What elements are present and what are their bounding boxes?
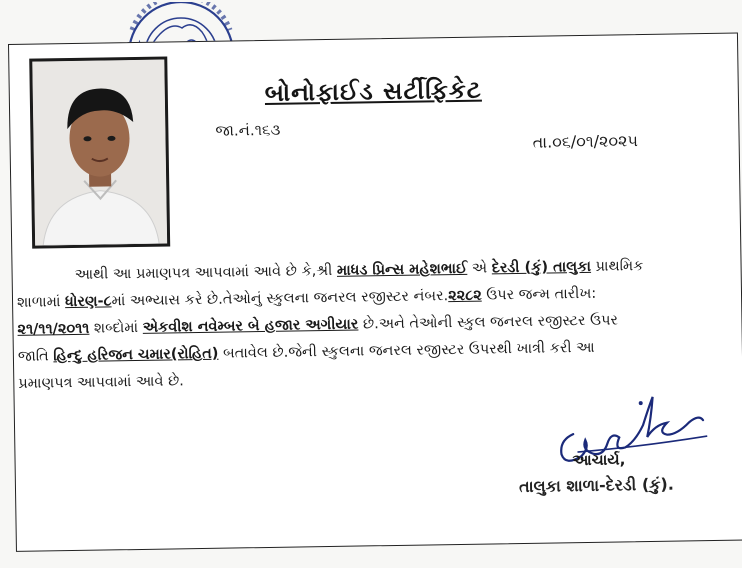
body-text-segment: શાળામાં — [16, 294, 66, 311]
certificate-title: બોનોફાઈડ સર્ટીફિકેટ — [264, 75, 482, 107]
date-of-birth: ૨૧/૧૧/૨૦૧૧ — [17, 320, 90, 338]
body-text-segment: છે.અને તેઓની સ્કુલ જનરલ રજીસ્ટર ઉપર — [358, 312, 619, 333]
signatory-title: આચાર્ય, — [572, 450, 626, 470]
outward-number: જા.નં.૧૬૩ — [215, 120, 281, 140]
school-short-name: દેરડી (કું) તાલુકા — [491, 258, 592, 277]
signatory-school: તાલુકા શાળા-દેરડી (કું). — [518, 474, 675, 497]
body-line-5: પ્રમાણપત્ર આપવામાં આવે છે. — [18, 373, 184, 392]
body-text-segment: શબ્દોમાં — [89, 319, 143, 337]
body-text-segment: આથી આ પ્રમાણપત્ર આપવામાં આવે છે કે,શ્રી — [74, 262, 338, 283]
grade: ધોરણ-૮ — [64, 293, 112, 311]
register-number: ૨૨૮૨ — [448, 287, 482, 305]
certificate-body — [16, 252, 718, 398]
student-name: માધડ પ્રિન્સ મહેશભાઈ — [336, 260, 468, 279]
principal-signature — [543, 392, 714, 470]
body-text-segment: ઉપર જન્મ તારીખ: — [481, 285, 597, 304]
body-text-segment: માં અભ્યાસ કરે છે.તેઓનું સ્કુલના જનરલ રજીસ્ટર નંબર. — [111, 288, 449, 310]
student-portrait-icon — [32, 60, 167, 246]
body-text-segment: બતાવેલ છે.જેની સ્કુલના જનરલ રજીસ્ટર ઉપરથી ખાત્રી કરી આ — [218, 339, 595, 362]
body-text-segment: જાતિ — [17, 348, 54, 365]
body-text-segment: એ — [467, 260, 492, 277]
body-text-segment: પ્રાથમિક — [590, 258, 644, 275]
caste: હિન્દુ હરિજન ચમાર(રોહિત) — [53, 345, 219, 365]
student-photo — [29, 57, 170, 249]
certificate-date: તા.૦૬/૦૧/૨૦૨૫ — [532, 131, 639, 152]
date-of-birth-words: એકવીશ નવેમ્બર બે હજાર અગીયાર — [142, 316, 359, 336]
certificate-sheet — [8, 33, 742, 552]
